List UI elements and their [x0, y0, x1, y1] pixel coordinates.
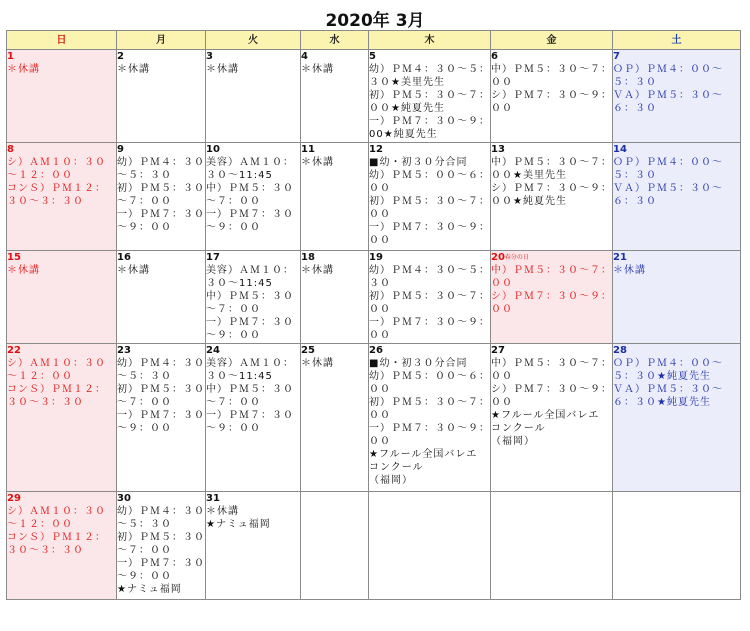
- schedule-line: コンＳ）ＰＭ１２：: [7, 183, 106, 194]
- schedule-line: 幼）ＰＭ５：００～６：: [369, 170, 490, 181]
- schedule-line: 幼）ＰＭ４：３０: [117, 157, 205, 168]
- schedule-line: 一）ＰＭ７：３０: [117, 558, 205, 569]
- schedule-line: 中）ＰＭ５：３０～７：: [491, 157, 612, 168]
- schedule-line: ００: [369, 410, 391, 421]
- day-number: [613, 50, 740, 63]
- day-number: [7, 143, 116, 156]
- schedule-line: 初）ＰＭ５：３０: [117, 532, 205, 543]
- day-number-text: 15: [7, 252, 21, 263]
- day-number: [7, 344, 116, 357]
- schedule-line: 初）ＰＭ５：３０: [117, 384, 205, 395]
- schedule-line: ＊休講: [301, 265, 334, 276]
- schedule-line: シ）ＰＭ７：３０～９：: [491, 384, 612, 395]
- schedule-line: 初）ＰＭ５：３０～７：: [369, 90, 490, 101]
- day-cell: [7, 50, 117, 143]
- schedule-line: 美容）ＡＭ１０：: [206, 265, 294, 276]
- schedule-line: ５：３０: [613, 170, 657, 181]
- schedule-line: ３０～３：３０: [7, 397, 84, 408]
- day-number-text: 3: [206, 51, 213, 62]
- weekday-header-fri: 金: [491, 31, 613, 50]
- day-number-text: 1: [7, 51, 14, 62]
- schedule-line: ～９：００: [117, 423, 172, 434]
- day-number: [613, 143, 740, 156]
- schedule-line: ～５：３０: [117, 371, 172, 382]
- schedule-line: ～１２：００: [7, 170, 73, 181]
- week-row: [7, 50, 741, 143]
- schedule-line: ００: [491, 304, 513, 315]
- schedule-line: シ）ＰＭ７：３０～９：: [491, 90, 612, 101]
- schedule-line: ～７：００: [117, 196, 172, 207]
- schedule-line: ～７：００: [117, 397, 172, 408]
- schedule-line: ３０～11:45: [206, 278, 273, 289]
- month-calendar: [6, 30, 741, 600]
- schedule-line: 一）ＰＭ７：３０: [206, 410, 294, 421]
- day-number: [206, 251, 300, 264]
- schedule-line: （福岡）: [491, 436, 535, 447]
- weekday-header-thu: 木: [369, 31, 491, 50]
- schedule-line: ＊休講: [206, 506, 239, 517]
- empty-day-cell: [301, 492, 369, 600]
- schedule-line: ～９：００: [206, 222, 261, 233]
- day-number: [369, 143, 490, 156]
- day-cell: [7, 492, 117, 600]
- schedule-line: ＯＰ）ＰＭ４：００～: [613, 358, 723, 369]
- day-number-text: 22: [7, 345, 21, 356]
- day-number: [117, 50, 205, 63]
- schedule-line: 幼）ＰＭ５：００～６：: [369, 371, 490, 382]
- weekday-header-sat: 土: [613, 31, 741, 50]
- schedule-line: 00★純夏先生: [369, 129, 438, 140]
- day-number-text: 9: [117, 144, 124, 155]
- schedule-line: 美容）ＡＭ１０：: [206, 157, 294, 168]
- day-number: [301, 143, 368, 156]
- day-number: [117, 492, 205, 505]
- schedule-line: 一）ＰＭ７：３０: [117, 209, 205, 220]
- schedule-line: ００: [491, 77, 513, 88]
- schedule-line: ００: [369, 436, 391, 447]
- schedule-line: ６：３０: [613, 103, 657, 114]
- schedule-line: ＊休講: [301, 157, 334, 168]
- schedule-line: 初）ＰＭ５：３０: [117, 183, 205, 194]
- schedule-line: ００: [369, 384, 391, 395]
- schedule-line: 一）ＰＭ７：３０: [206, 209, 294, 220]
- schedule-line: ～５：３０: [117, 170, 172, 181]
- day-cell: [369, 344, 491, 492]
- day-number: [7, 50, 116, 63]
- day-number-text: 14: [613, 144, 627, 155]
- schedule-line: ～９：００: [206, 423, 261, 434]
- schedule-line: ～９：００: [117, 222, 172, 233]
- schedule-line: ＊休講: [206, 64, 239, 75]
- schedule-line: 中）ＰＭ５：３０～７：: [491, 64, 612, 75]
- day-number-text: 29: [7, 493, 21, 504]
- day-cell: [301, 143, 369, 251]
- schedule-line: （福岡）: [369, 475, 413, 486]
- day-number-text: 23: [117, 345, 131, 356]
- day-cell: [206, 143, 301, 251]
- weekday-header-wed: 水: [301, 31, 369, 50]
- day-number-text: 20: [491, 252, 505, 263]
- schedule-line: ００: [491, 397, 513, 408]
- day-number: [491, 251, 612, 264]
- schedule-line: 一）ＰＭ７：３０～９：: [369, 423, 490, 434]
- day-cell: [206, 492, 301, 600]
- day-cell: [613, 251, 741, 344]
- schedule-line: コンＳ）ＰＭ１２：: [7, 384, 106, 395]
- schedule-line: ＊休講: [613, 265, 646, 276]
- day-number-text: 31: [206, 493, 220, 504]
- schedule-line: ＶＡ）ＰＭ５：３０～: [613, 384, 723, 395]
- schedule-line: ００★美里先生: [491, 170, 567, 181]
- schedule-line: シ）ＡＭ１０：３０: [7, 506, 106, 517]
- day-number: [206, 50, 300, 63]
- schedule-line: ＶＡ）ＰＭ５：３０～: [613, 90, 723, 101]
- schedule-line: ＶＡ）ＰＭ５：３０～: [613, 183, 723, 194]
- day-number: [301, 251, 368, 264]
- day-cell: [117, 492, 206, 600]
- day-number: [491, 143, 612, 156]
- schedule-line: ～９：００: [117, 571, 172, 582]
- schedule-line: ～７：００: [117, 545, 172, 556]
- schedule-line: 中）ＰＭ５：３０: [206, 183, 294, 194]
- day-number-text: 27: [491, 345, 505, 356]
- day-number-text: 2: [117, 51, 124, 62]
- day-cell: [206, 251, 301, 344]
- day-cell: [369, 50, 491, 143]
- schedule-line: ～７：００: [206, 397, 261, 408]
- schedule-line: ～１２：００: [7, 371, 73, 382]
- schedule-line: 美容）ＡＭ１０：: [206, 358, 294, 369]
- schedule-line: ★フルール全国バレエ: [491, 410, 600, 421]
- day-number-text: 13: [491, 144, 505, 155]
- day-number: [491, 344, 612, 357]
- day-cell: [7, 344, 117, 492]
- schedule-line: ＊休講: [301, 64, 334, 75]
- day-number: [613, 251, 740, 264]
- day-number: [117, 251, 205, 264]
- day-number-text: 7: [613, 51, 620, 62]
- schedule-line: 中）ＰＭ５：３０: [206, 384, 294, 395]
- day-cell: [117, 50, 206, 143]
- schedule-line: ★フルール全国バレエ: [369, 449, 478, 460]
- schedule-line: 一）ＰＭ７：３０: [117, 410, 205, 421]
- day-number-text: 18: [301, 252, 315, 263]
- schedule-line: ００: [491, 278, 513, 289]
- calendar-title: 2020年 3月: [325, 11, 425, 31]
- day-number: [117, 344, 205, 357]
- schedule-line: ５：３０: [613, 77, 657, 88]
- schedule-line: ～１２：００: [7, 519, 73, 530]
- schedule-line: 初）ＰＭ５：３０～７：: [369, 291, 490, 302]
- schedule-line: ００: [491, 103, 513, 114]
- schedule-line: コンＳ）ＰＭ１２：: [7, 532, 106, 543]
- day-number-text: 5: [369, 51, 376, 62]
- schedule-line: 一）ＰＭ７：３０～９：: [369, 222, 490, 233]
- schedule-line: 幼）ＰＭ４：３０～５：: [369, 64, 490, 75]
- day-cell: [301, 251, 369, 344]
- schedule-line: 一）ＰＭ７：３０: [206, 317, 294, 328]
- day-number-text: 12: [369, 144, 383, 155]
- day-number: [369, 344, 490, 357]
- week-row: [7, 251, 741, 344]
- day-cell: [369, 143, 491, 251]
- day-cell: [7, 143, 117, 251]
- schedule-line: ＊休講: [7, 64, 40, 75]
- schedule-line: 一）ＰＭ７：３０～９：: [369, 317, 490, 328]
- schedule-line: ００: [491, 371, 513, 382]
- schedule-line: 中）ＰＭ５：３０～７：: [491, 358, 612, 369]
- day-cell: [206, 50, 301, 143]
- schedule-line: シ）ＰＭ７：３０～９：: [491, 183, 612, 194]
- day-cell: [613, 143, 741, 251]
- day-number: [117, 143, 205, 156]
- schedule-line: 初）ＰＭ５：３０～７：: [369, 397, 490, 408]
- schedule-line: ３０～11:45: [206, 371, 273, 382]
- day-number-text: 11: [301, 144, 315, 155]
- schedule-line: ００: [369, 304, 391, 315]
- day-number-text: 19: [369, 252, 383, 263]
- schedule-line: ３０～３：３０: [7, 545, 84, 556]
- holiday-label: 春分の日: [504, 254, 529, 261]
- schedule-line: ３０～３：３０: [7, 196, 84, 207]
- day-cell: [613, 344, 741, 492]
- empty-day-cell: [369, 492, 491, 600]
- day-number: [7, 492, 116, 505]
- schedule-line: ６：３０★純夏先生: [613, 397, 711, 408]
- day-number: [206, 344, 300, 357]
- weekday-header-sun: 日: [7, 31, 117, 50]
- day-number-text: 21: [613, 252, 627, 263]
- day-cell: [491, 143, 613, 251]
- schedule-line: ■幼・初３０分合同: [369, 358, 468, 369]
- schedule-line: ３０: [369, 278, 391, 289]
- schedule-line: ＊休講: [117, 265, 150, 276]
- day-cell: [301, 344, 369, 492]
- day-number-text: 26: [369, 345, 383, 356]
- schedule-line: ＊休講: [301, 358, 334, 369]
- day-number-text: 30: [117, 493, 131, 504]
- day-cell: [491, 344, 613, 492]
- day-cell: [301, 50, 369, 143]
- day-number-text: 4: [301, 51, 308, 62]
- day-cell: [206, 344, 301, 492]
- day-cell: [117, 344, 206, 492]
- empty-day-cell: [491, 492, 613, 600]
- schedule-line: ★ナミュ福岡: [117, 584, 182, 595]
- day-number: [369, 251, 490, 264]
- schedule-line: ＊休講: [7, 265, 40, 276]
- schedule-line: ～９：００: [206, 330, 261, 341]
- schedule-line: ００★純夏先生: [491, 196, 567, 207]
- day-number: [613, 344, 740, 357]
- day-number-text: 28: [613, 345, 627, 356]
- schedule-line: ５：３０★純夏先生: [613, 371, 711, 382]
- weekday-header-row: [7, 31, 741, 50]
- schedule-line: ００★純夏先生: [369, 103, 445, 114]
- schedule-line: シ）ＡＭ１０：３０: [7, 358, 106, 369]
- week-row: [7, 492, 741, 600]
- schedule-line: ■幼・初３０分合同: [369, 157, 468, 168]
- day-cell: [117, 251, 206, 344]
- schedule-line: ＯＰ）ＰＭ４：００～: [613, 64, 723, 75]
- schedule-line: 中）ＰＭ５：３０～７：: [491, 265, 612, 276]
- schedule-line: ３０★美里先生: [369, 77, 445, 88]
- schedule-line: シ）ＰＭ７：３０～９：: [491, 291, 612, 302]
- day-number: [369, 50, 490, 63]
- schedule-line: ６：３０: [613, 196, 657, 207]
- schedule-line: コンクール: [491, 423, 546, 434]
- schedule-line: ００: [369, 209, 391, 220]
- schedule-line: ＯＰ）ＰＭ４：００～: [613, 157, 723, 168]
- day-number: [491, 50, 612, 63]
- week-row: [7, 143, 741, 251]
- schedule-line: シ）ＡＭ１０：３０: [7, 157, 106, 168]
- schedule-line: ～７：００: [206, 304, 261, 315]
- day-number: [206, 143, 300, 156]
- schedule-line: 幼）ＰＭ４：３０: [117, 358, 205, 369]
- day-number: [301, 344, 368, 357]
- day-cell: [117, 143, 206, 251]
- day-cell: [7, 251, 117, 344]
- schedule-line: 幼）ＰＭ４：３０～５：: [369, 265, 490, 276]
- schedule-line: ００: [369, 183, 391, 194]
- week-row: [7, 344, 741, 492]
- day-cell: [613, 50, 741, 143]
- weekday-header-tue: 火: [206, 31, 301, 50]
- day-cell: [491, 251, 613, 344]
- day-number-text: 8: [7, 144, 14, 155]
- day-cell: [491, 50, 613, 143]
- weekday-header-mon: 月: [117, 31, 206, 50]
- schedule-line: コンクール: [369, 462, 424, 473]
- schedule-line: ～５：３０: [117, 519, 172, 530]
- schedule-line: ００: [369, 235, 391, 246]
- day-number-text: 6: [491, 51, 498, 62]
- day-number-text: 25: [301, 345, 315, 356]
- empty-day-cell: [613, 492, 741, 600]
- schedule-line: ★ナミュ福岡: [206, 519, 271, 530]
- day-number: [301, 50, 368, 63]
- day-number-text: 10: [206, 144, 220, 155]
- schedule-line: 中）ＰＭ５：３０: [206, 291, 294, 302]
- schedule-line: ～７：００: [206, 196, 261, 207]
- schedule-line: ＊休講: [117, 64, 150, 75]
- schedule-line: ３０～11:45: [206, 170, 273, 181]
- schedule-line: 幼）ＰＭ４：３０: [117, 506, 205, 517]
- day-number-text: 24: [206, 345, 220, 356]
- schedule-line: 一）ＰＭ７：３０～９：: [369, 116, 490, 127]
- day-number: [206, 492, 300, 505]
- schedule-line: 初）ＰＭ５：３０～７：: [369, 196, 490, 207]
- schedule-line: ００: [369, 330, 391, 341]
- day-number: [7, 251, 116, 264]
- day-number-text: 17: [206, 252, 220, 263]
- day-number-text: 16: [117, 252, 131, 263]
- day-cell: [369, 251, 491, 344]
